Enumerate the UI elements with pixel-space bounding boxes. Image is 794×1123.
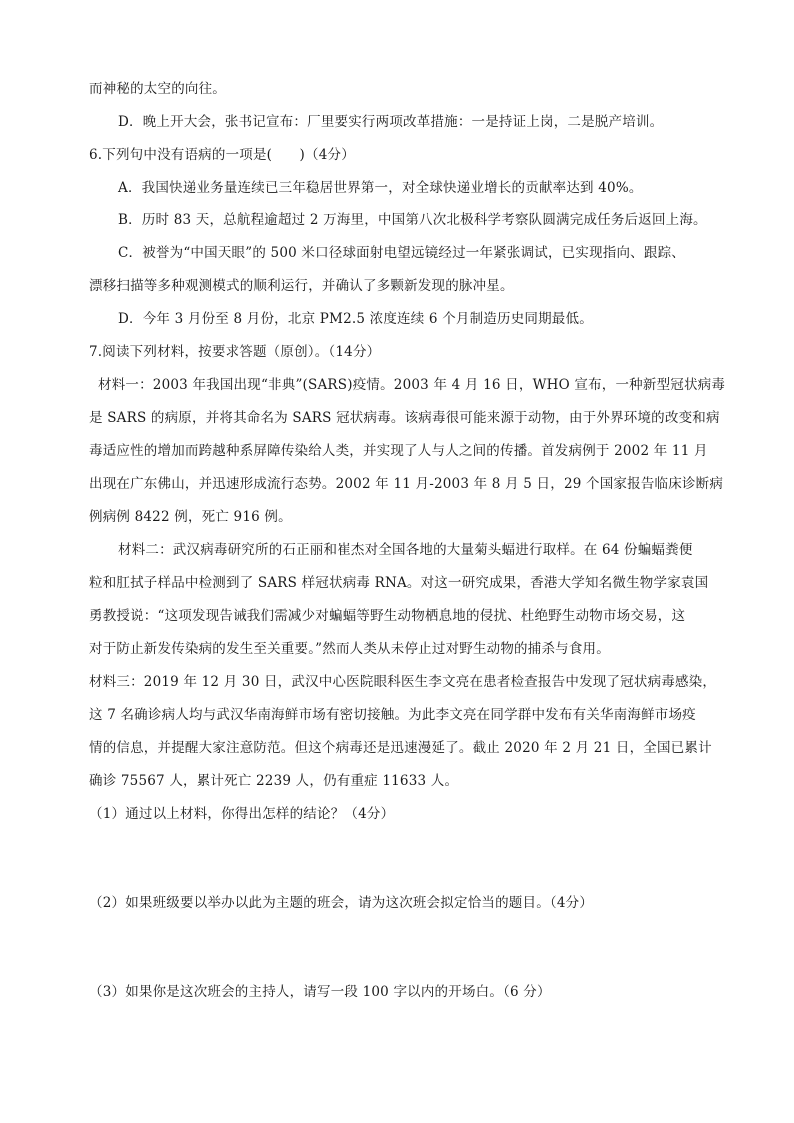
material-3-line-3: 情的信息，并提醒大家注意防范。但这个病毒还是迅速漫延了。截止 2020 年 2 月 21 日，全国已累计 xyxy=(89,740,712,756)
question-6-stem: 6.下列句中没有语病的一项是( )（4分） xyxy=(89,147,355,163)
question-7-stem: 7.阅读下列材料，按要求答题（原创）。（14分） xyxy=(89,344,381,360)
material-1-line-5: 例病例 8422 例，死亡 916 例。 xyxy=(89,509,292,525)
material-1-line-3: 毒适应性的增加而跨越种系屏障传染给人类，并实现了人与人之间的传播。首发病例于 2002 年 11 月 xyxy=(89,443,708,459)
subquestion-1: （1）通过以上材料，你得出怎样的结论？（4分） xyxy=(89,806,395,822)
material-2-line-4: 对于防止新发传染病的发生至关重要。”然而人类从未停止过对野生动物的捕杀与食用。 xyxy=(89,641,610,657)
q5-option-d: D．晚上开大会，张书记宣布：厂里要实行两项改革措施：一是持证上岗，二是脱产培训。 xyxy=(118,114,664,130)
material-1-line-4: 出现在广东佛山，并迅速形成流行态势。2002 年 11 月-2003 年 8 月 5 日，29 个国家报告临床诊断病 xyxy=(89,476,724,492)
q6-option-c-line-1: C．被誉为“中国天眼”的 500 米口径球面射电望远镜经过一年紧张调试，已实现指向、跟踪、 xyxy=(118,245,685,261)
material-2-line-2: 粒和肛拭子样品中检测到了 SARS 样冠状病毒 RNA。对这一研究成果，香港大学知名微生物学家袁国 xyxy=(89,575,709,591)
material-2-line-3: 勇教授说：“这项发现告诫我们需减少对蝙蝠等野生动物栖息地的侵扰、杜绝野生动物市场交易，这 xyxy=(89,608,686,624)
subquestion-2: （2）如果班级要以举办以此为主题的班会，请为这次班会拟定恰当的题目。（4分） xyxy=(89,895,594,911)
subquestion-3: （3）如果你是这次班会的主持人，请写一段 100 字以内的开场白。（6 分） xyxy=(89,984,551,1000)
material-2-line-1: 材料二：武汉病毒研究所的石正丽和崔杰对全国各地的大量菊头蝠进行取样。在 64 份蝙蝠粪便 xyxy=(118,542,693,558)
material-3-line-1: 材料三：2019 年 12 月 30 日，武汉中心医院眼科医生李文亮在患者检查报告中发现了冠状病毒感染， xyxy=(89,674,717,690)
q6-option-b: B．历时 83 天，总航程逾超过 2 万海里，中国第八次北极科学考察队圆满完成任务后返回上海。 xyxy=(118,212,707,228)
q6-option-a: A．我国快递业务量连续已三年稳居世界第一，对全球快递业增长的贡献率达到 40%。 xyxy=(118,180,643,196)
material-1-line-1: 材料一：2003 年我国出现“非典”(SARS)疫情。2003 年 4 月 16 日，WHO 宣布，一种新型冠状病毒 xyxy=(98,377,726,393)
q6-option-c-line-2: 漂移扫描等多种观测模式的顺利运行，并确认了多颗新发现的脉冲星。 xyxy=(89,278,514,294)
text-line-tail-of-previous-item: 而神秘的太空的向往。 xyxy=(89,81,226,97)
q6-option-d: D．今年 3 月份至 8 月份，北京 PM2.5 浓度连续 6 个月制造历史同期最低。 xyxy=(118,311,593,327)
material-3-line-2: 这 7 名确诊病人均与武汉华南海鲜市场有密切接触。为此李文亮在同学群中发布有关华南海鲜市场疫 xyxy=(89,707,696,723)
material-3-line-4: 确诊 75567 人，累计死亡 2239 人，仍有重症 11633 人。 xyxy=(89,773,459,789)
material-1-line-2: 是 SARS 的病原，并将其命名为 SARS 冠状病毒。该病毒很可能来源于动物，由于外界环境的改变和病 xyxy=(89,410,720,426)
